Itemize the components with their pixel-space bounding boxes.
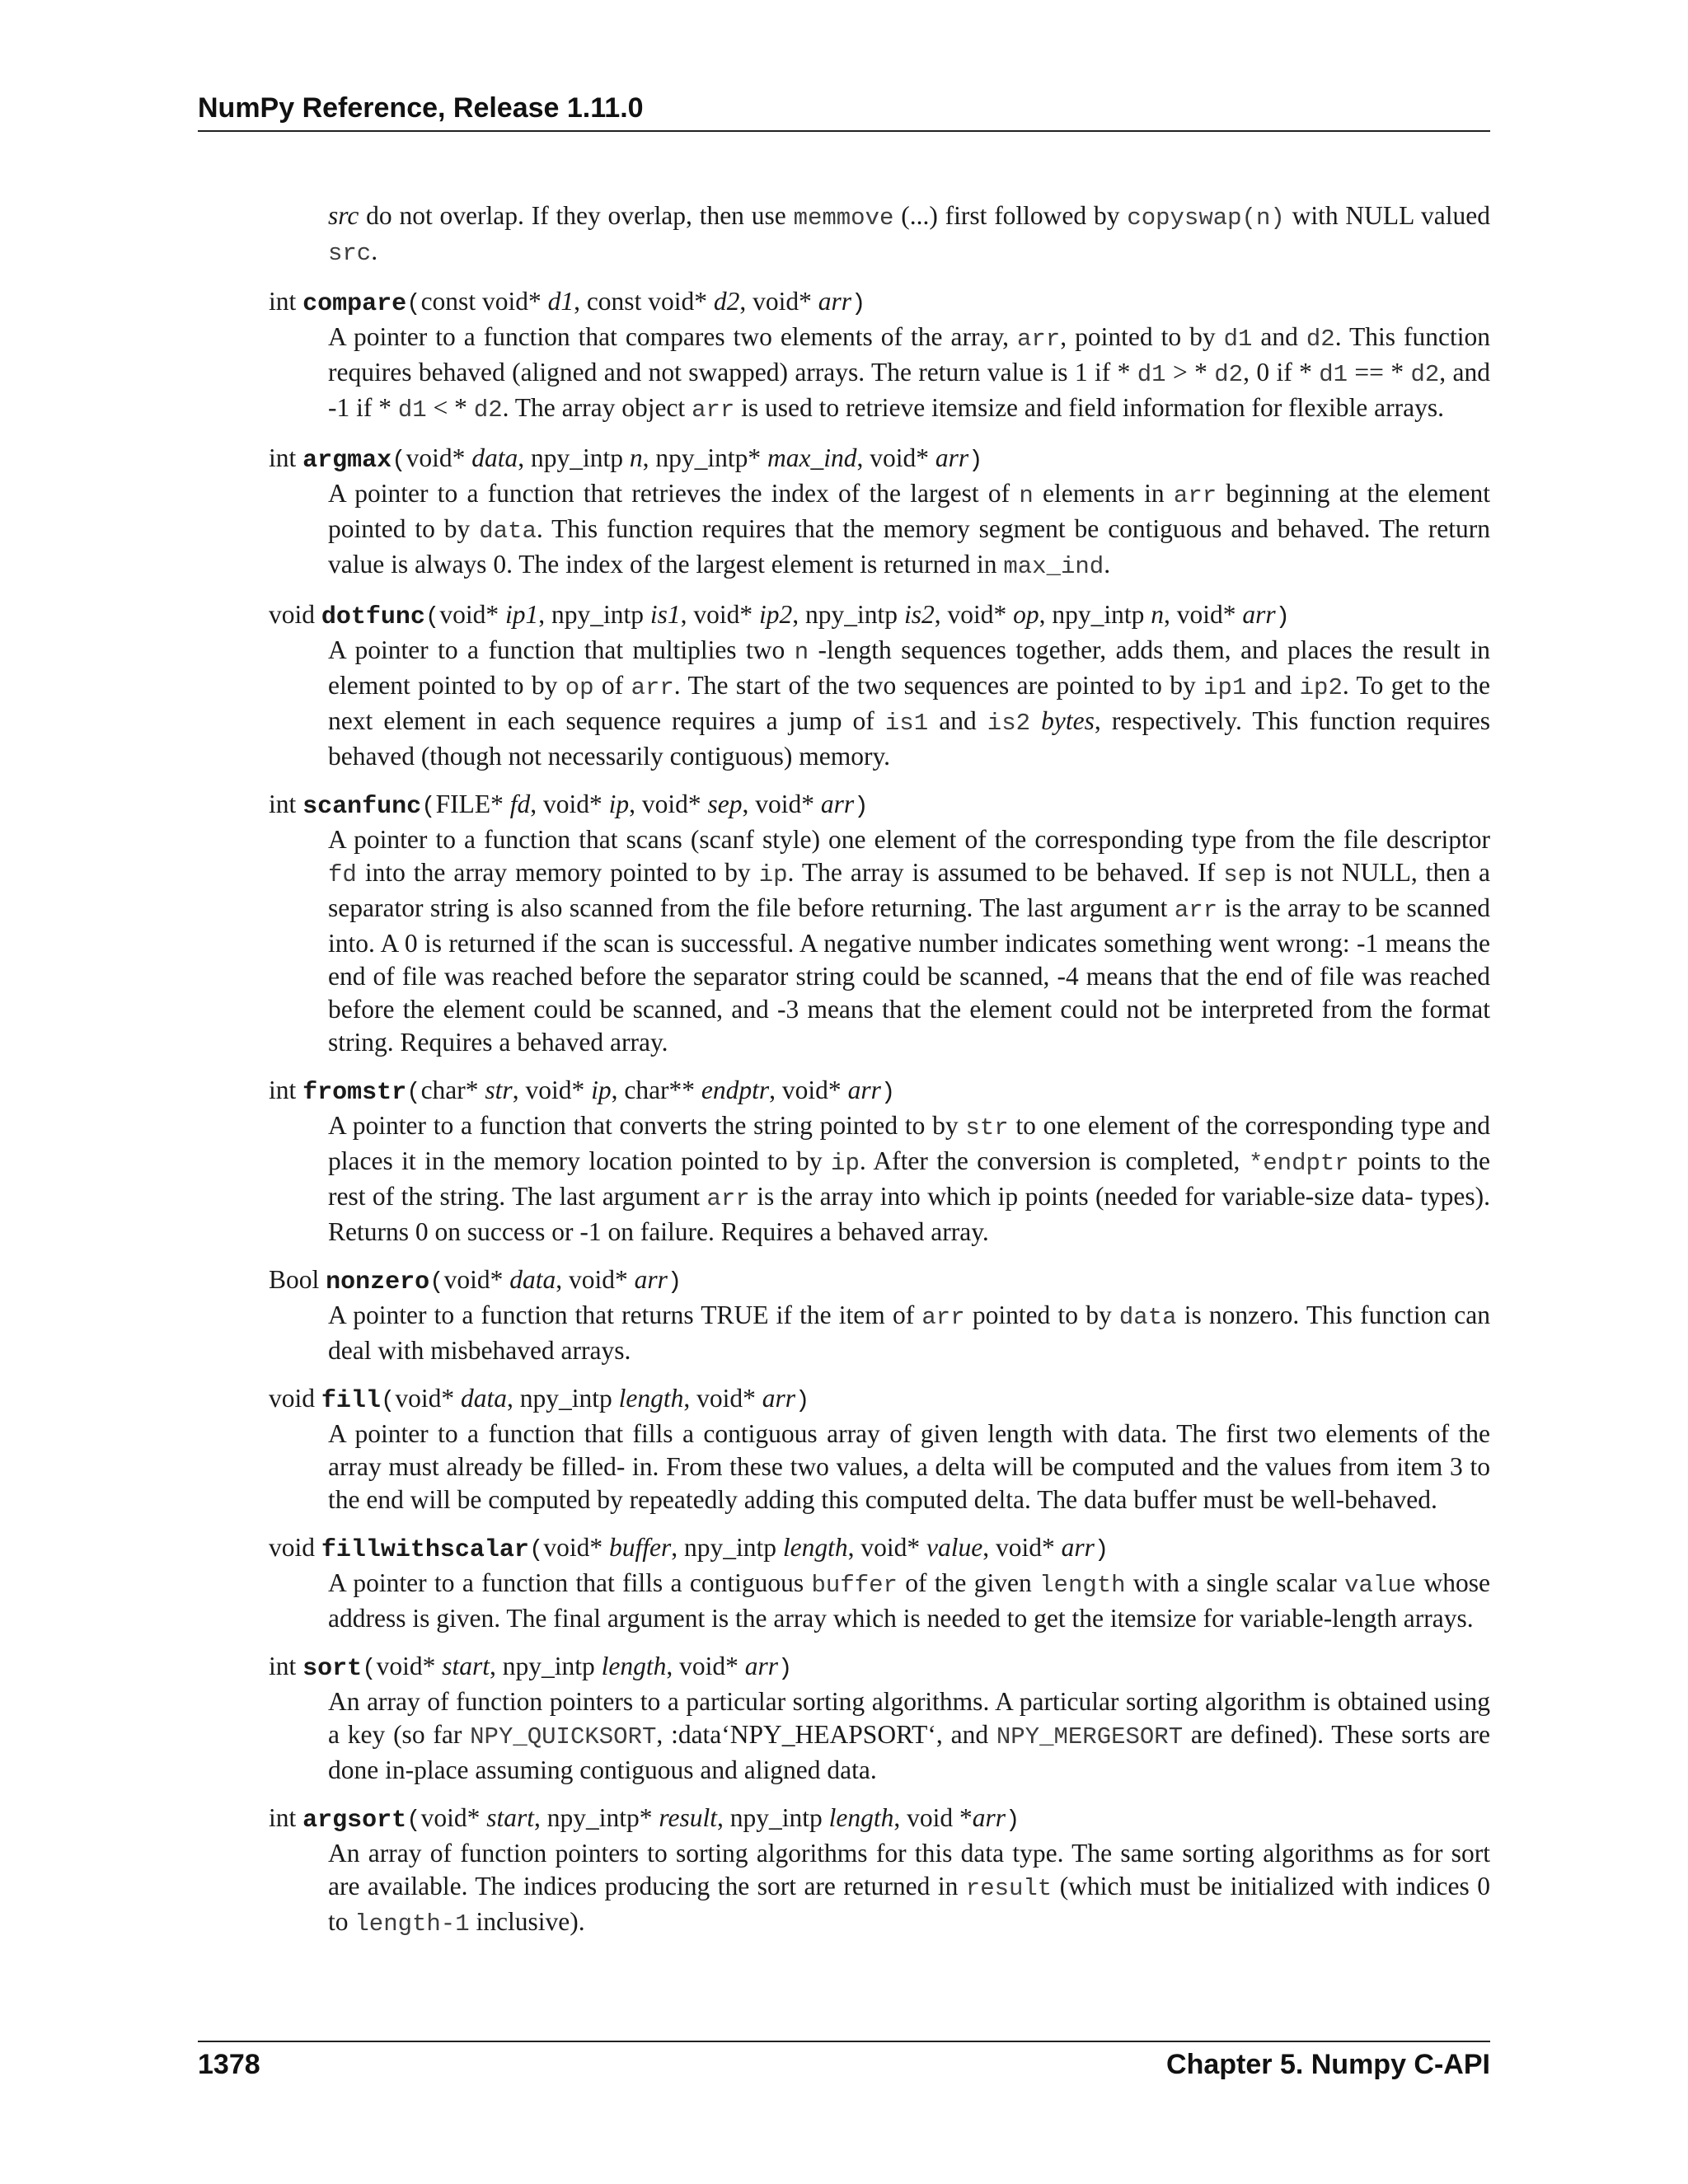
arg-type: void*	[420, 1803, 487, 1832]
page-header-title: NumPy Reference, Release 1.11.0	[198, 92, 644, 124]
function-entry-compare	[269, 285, 1490, 427]
return-type: int	[269, 1076, 303, 1104]
inline-code: max_ind	[1003, 553, 1104, 580]
arg-name: arr	[820, 790, 855, 818]
arg-type: void*	[755, 790, 821, 818]
arg-type: npy_intp	[551, 600, 650, 629]
function-name: nonzero	[326, 1268, 430, 1296]
function-description	[269, 321, 1490, 427]
inline-code: buffer	[811, 1572, 898, 1599]
function-signature	[269, 1382, 1490, 1418]
function-description	[269, 1299, 1490, 1367]
description-text: are defined). These sorts are done in-place assuming contiguous and aligned data.	[328, 1720, 1491, 1784]
description-text: is not NULL, then a separator string is also scanned from the file before returning. The last argument	[328, 858, 1490, 922]
description-text: < *	[426, 393, 474, 422]
arg-type: const void*	[420, 287, 548, 316]
function-entry-fill	[269, 1382, 1490, 1516]
description-text: , respectively. This function requires behaved (though not necessarily contiguous) memory.	[328, 706, 1490, 771]
arg-type: void*	[376, 1652, 443, 1680]
inline-code: arr	[1173, 482, 1217, 509]
arg-separator: ,	[530, 790, 543, 818]
arg-name: sep	[707, 790, 743, 818]
description-text: .	[1104, 550, 1111, 579]
arg-name: ip2	[759, 600, 793, 629]
arg-separator: ,	[629, 790, 642, 818]
description-text: of the given	[897, 1568, 1040, 1597]
inline-code: arr	[706, 1185, 750, 1212]
paren-open: (	[424, 603, 440, 630]
paren-open: (	[380, 1387, 396, 1414]
description-text: and	[1246, 671, 1300, 700]
inline-code: d2	[1214, 361, 1244, 388]
function-name: argsort	[302, 1807, 407, 1835]
arg-separator: ,	[512, 1076, 526, 1104]
function-entry-argmax	[269, 442, 1490, 583]
arg-separator: ,	[506, 1384, 520, 1413]
inline-code: ip2	[1299, 674, 1343, 701]
inline-code: ip	[758, 861, 788, 888]
description-text: A pointer to a function that multiplies two	[328, 635, 795, 664]
description-text: is nonzero. This function can deal with misbehaved arrays.	[328, 1301, 1490, 1365]
return-type: void	[269, 600, 321, 629]
arg-separator: ,	[1039, 600, 1053, 629]
description-text: > *	[1165, 358, 1215, 387]
arg-name: n	[1151, 600, 1164, 629]
inline-code: d2	[1306, 326, 1335, 353]
inline-code: d1	[1223, 326, 1253, 353]
arg-separator: ,	[574, 287, 587, 316]
arg-separator: ,	[534, 1803, 547, 1832]
paren-close: )	[968, 447, 983, 474]
function-description	[269, 1418, 1490, 1516]
inline-code: fd	[328, 861, 357, 888]
arg-type: npy_intp	[519, 1384, 619, 1413]
arg-name: arr	[744, 1652, 779, 1680]
description-text: , 0 if *	[1243, 358, 1320, 387]
inline-code: arr	[692, 396, 735, 424]
description-text: == *	[1348, 358, 1411, 387]
description-text: -length sequences together, adds them, and places the result in element pointed to by	[328, 635, 1490, 700]
function-name: fromstr	[302, 1079, 407, 1107]
inline-code: d1	[397, 396, 427, 424]
function-name: argmax	[302, 447, 392, 475]
arg-type: void*	[679, 1652, 745, 1680]
description-text: into the array memory pointed to by	[356, 858, 759, 887]
paren-open: (	[406, 1807, 421, 1834]
function-name: scanfunc	[302, 793, 422, 821]
arg-name: length	[782, 1533, 848, 1562]
description-text: is used to retrieve itemsize and field information for flexible arrays.	[734, 393, 1444, 422]
function-signature	[269, 1650, 1490, 1685]
inline-code: NPY_QUICKSORT	[470, 1723, 657, 1750]
return-type: int	[269, 1803, 303, 1832]
arg-type: void*	[641, 790, 708, 818]
intro-code: src	[328, 240, 372, 267]
arg-separator: ,	[792, 600, 806, 629]
function-entry-nonzero	[269, 1263, 1490, 1367]
arg-name: d2	[713, 287, 740, 316]
function-signature	[269, 1802, 1490, 1837]
return-type: void	[269, 1384, 321, 1413]
description-text: and	[928, 706, 987, 735]
paren-open: (	[421, 793, 436, 820]
arg-type: npy_intp	[729, 1803, 829, 1832]
paren-close: )	[880, 1079, 896, 1106]
function-entry-fromstr	[269, 1074, 1490, 1249]
description-text	[1030, 706, 1041, 735]
intro-text: do not overlap. If they overlap, then use	[359, 201, 794, 230]
arg-name: arr	[762, 1384, 796, 1413]
return-type: Bool	[269, 1265, 326, 1294]
description-text: , :data‘NPY_HEAPSORT‘, and	[656, 1720, 996, 1749]
function-entries	[269, 285, 1490, 1941]
arg-type: FILE*	[435, 790, 510, 818]
function-signature	[269, 598, 1490, 634]
arg-separator: ,	[538, 600, 551, 629]
arg-name: str	[485, 1076, 513, 1104]
paren-open: (	[528, 1536, 544, 1563]
arg-type: void*	[870, 443, 935, 472]
arg-name: arr	[847, 1076, 881, 1104]
arg-name: fd	[509, 790, 531, 818]
description-text: A pointer to a function that fills a contiguous	[328, 1568, 812, 1597]
function-name: fillwithscalar	[321, 1536, 529, 1564]
description-text: beginning at the element pointed to by	[328, 479, 1491, 543]
page-content	[269, 199, 1490, 1956]
description-text: is the array to be scanned into. A 0 is returned if the scan is successful. A negative number indicates something went wrong: -1 means the end of file was reached before the separator string could be scanned, -4 means that the end of file was reached before the element could be scanned, and -3 means that the element could not be interpreted from the format string. Requires a behaved array.	[328, 893, 1490, 1057]
arg-type: void*	[525, 1076, 592, 1104]
arg-separator: ,	[934, 600, 948, 629]
function-signature	[269, 285, 1490, 321]
arg-separator: ,	[680, 600, 694, 629]
function-description	[269, 477, 1490, 583]
inline-code: n	[1019, 482, 1034, 509]
arg-name: data	[471, 443, 518, 472]
description-text: points to the rest of the string. The last argument	[328, 1146, 1490, 1211]
function-entry-scanfunc	[269, 788, 1490, 1059]
arg-type: void*	[753, 287, 818, 316]
paren-open: (	[392, 447, 406, 474]
paren-close: )	[778, 1655, 793, 1682]
header-rule	[198, 130, 1490, 132]
arg-name: is2	[903, 600, 935, 629]
arg-name: ip	[608, 790, 630, 818]
arg-name: value	[926, 1533, 983, 1562]
arg-type: char*	[420, 1076, 485, 1104]
arg-type: void*	[860, 1533, 927, 1562]
description-text: with a single scalar	[1125, 1568, 1345, 1597]
arg-separator: ,	[769, 1076, 782, 1104]
intro-code: copyswap(n)	[1127, 204, 1285, 232]
function-description	[269, 1567, 1490, 1635]
description-text: , pointed to by	[1060, 322, 1224, 351]
arg-type: npy_intp	[1052, 600, 1151, 629]
description-text: . To get to the next element in each sequence requires a jump of	[328, 671, 1490, 735]
function-entry-fillwithscalar	[269, 1531, 1490, 1635]
inline-code: is2	[987, 710, 1031, 737]
description-text: and	[1252, 322, 1306, 351]
footer-rule	[198, 2041, 1490, 2042]
arg-separator: ,	[518, 443, 531, 472]
description-text: pointed to by	[964, 1301, 1119, 1329]
arg-name: arr	[1242, 600, 1276, 629]
description-text: . The array is assumed to be behaved. If	[787, 858, 1224, 887]
arg-name: length	[828, 1803, 894, 1832]
arg-type: npy_intp	[805, 600, 904, 629]
paren-close: )	[795, 1387, 810, 1414]
description-text: is the array into which ip points (needed for variable-size data- types). Returns 0 on success or -1 on failure. Requires a behaved array.	[328, 1182, 1490, 1246]
arg-type: void*	[947, 600, 1014, 629]
function-name: sort	[302, 1655, 363, 1683]
return-type: void	[269, 1533, 321, 1562]
intro-code: memmove	[793, 204, 894, 232]
arg-separator: ,	[642, 443, 656, 472]
intro-text: with NULL valued	[1284, 201, 1490, 230]
function-signature	[269, 788, 1490, 823]
arg-type: void*	[568, 1265, 635, 1294]
description-text: elements in	[1033, 479, 1174, 508]
arg-type: char**	[624, 1076, 701, 1104]
inline-code: ip	[831, 1150, 860, 1177]
inline-code: is1	[884, 710, 929, 737]
paren-close: )	[1275, 603, 1291, 630]
inline-code: result	[965, 1875, 1053, 1902]
paren-close: )	[1006, 1807, 1020, 1834]
arg-name: op	[1013, 600, 1039, 629]
arg-name: start	[442, 1652, 490, 1680]
arg-name: length	[601, 1652, 667, 1680]
inline-code: sep	[1223, 861, 1267, 888]
return-type: int	[269, 287, 303, 316]
paren-close: )	[1094, 1536, 1109, 1563]
arg-name: start	[486, 1803, 534, 1832]
paren-open: (	[429, 1268, 444, 1296]
inline-code: value	[1344, 1572, 1417, 1599]
arg-type: const void*	[586, 287, 714, 316]
inline-code: NPY_MERGESORT	[996, 1723, 1184, 1750]
arg-type: void*	[542, 790, 609, 818]
paren-close: )	[667, 1268, 682, 1296]
function-description	[269, 634, 1490, 773]
arg-type: void*	[995, 1533, 1062, 1562]
arg-separator: ,	[742, 790, 756, 818]
function-signature	[269, 1074, 1490, 1109]
description-text: A pointer to a function that retrieves the index of the largest of	[328, 479, 1020, 508]
paren-close: )	[854, 793, 869, 820]
arg-name: data	[460, 1384, 507, 1413]
inline-code: d1	[1319, 361, 1348, 388]
inline-code: n	[794, 639, 809, 666]
emphasis-text: bytes	[1041, 706, 1095, 735]
arg-name: arr	[634, 1265, 668, 1294]
inline-code: length	[1039, 1572, 1126, 1599]
inline-code: d1	[1137, 361, 1166, 388]
inline-code: op	[565, 674, 594, 701]
arg-separator: ,	[666, 1652, 680, 1680]
description-text: to one element of the corresponding type and places it in the memory location pointed to by	[328, 1111, 1490, 1175]
arg-separator: ,	[556, 1265, 569, 1294]
arg-name: ip1	[504, 600, 539, 629]
arg-type: void*	[781, 1076, 848, 1104]
intro-paragraph	[269, 199, 1490, 270]
arg-type: npy_intp	[530, 443, 630, 472]
arg-separator: ,	[739, 287, 753, 316]
function-signature	[269, 1263, 1490, 1299]
arg-name: d1	[547, 287, 574, 316]
page-number: 1378	[198, 2049, 260, 2080]
arg-name: buffer	[608, 1533, 672, 1562]
arg-type: void*	[693, 600, 760, 629]
paren-open: (	[406, 290, 421, 317]
description-text: (which must be initialized with indices 0 to	[328, 1872, 1490, 1936]
description-text: . The start of the two sequences are pointed to by	[673, 671, 1204, 700]
arg-name: n	[629, 443, 643, 472]
arg-type: void*	[543, 1533, 609, 1562]
arg-type: void*	[439, 600, 505, 629]
arg-separator: ,	[982, 1533, 996, 1562]
return-type: int	[269, 443, 303, 472]
inline-code: d2	[1410, 361, 1440, 388]
arg-separator: ,	[856, 443, 870, 472]
chapter-title: Chapter 5. Numpy C-API	[1166, 2049, 1490, 2080]
description-text: . This function requires behaved (aligned and not swapped) arrays. The return value is 1 if *	[328, 322, 1490, 387]
arg-separator: ,	[489, 1652, 503, 1680]
arg-name: arr	[1061, 1533, 1095, 1562]
paren-close: )	[851, 290, 866, 317]
description-text: , and -1 if *	[328, 358, 1491, 422]
arg-type: void*	[395, 1384, 461, 1413]
arg-separator: ,	[671, 1533, 684, 1562]
description-text: . The array object	[502, 393, 692, 422]
function-description	[269, 1109, 1490, 1249]
paren-open: (	[362, 1655, 377, 1682]
return-type: int	[269, 790, 303, 818]
inline-code: data	[1118, 1304, 1177, 1331]
arg-type: void *	[907, 1803, 973, 1832]
inline-code: arr	[631, 674, 674, 701]
description-text: An array of function pointers to a particular sorting algorithms. A particular sorting algorithm is obtained using a key (so far	[328, 1687, 1490, 1749]
function-name: dotfunc	[321, 603, 425, 631]
arg-type: void*	[443, 1265, 510, 1294]
arg-type: npy_intp*	[546, 1803, 659, 1832]
function-entry-sort	[269, 1650, 1490, 1787]
arg-name: arr	[972, 1803, 1006, 1832]
arg-name: ip	[591, 1076, 612, 1104]
description-text: A pointer to a function that fills a contiguous array of given length with data. The first two elements of the array must already be filled- in. From these two values, a delta will be computed and the values from item 3 to the end will be computed by repeatedly adding this computed delta. The data buffer must be well-behaved.	[328, 1419, 1490, 1514]
inline-code: *endptr	[1248, 1150, 1349, 1177]
function-signature	[269, 442, 1490, 477]
function-entry-dotfunc	[269, 598, 1490, 773]
function-description	[269, 823, 1490, 1059]
intro-text: src	[328, 201, 359, 230]
description-text: A pointer to a function that scans (scanf style) one element of the corresponding type from the file descriptor	[328, 825, 1490, 854]
arg-separator: ,	[847, 1533, 861, 1562]
description-text: A pointer to a function that compares two elements of the array,	[328, 322, 1018, 351]
function-entry-argsort	[269, 1802, 1490, 1941]
function-name: compare	[302, 290, 407, 318]
return-type: int	[269, 1652, 303, 1680]
arg-name: data	[509, 1265, 556, 1294]
arg-name: arr	[935, 443, 969, 472]
inline-code: arr	[1174, 897, 1218, 924]
description-text: . This function requires that the memory segment be contiguous and behaved. The return value is always 0. The index of the largest element is returned in	[328, 514, 1490, 579]
arg-type: void*	[696, 1384, 762, 1413]
intro-text: (...) first followed by	[893, 201, 1128, 230]
intro-text: .	[371, 237, 378, 265]
arg-type: void*	[406, 443, 472, 472]
arg-name: max_ind	[767, 443, 857, 472]
function-description	[269, 1685, 1490, 1787]
function-signature	[269, 1531, 1490, 1567]
arg-name: length	[618, 1384, 684, 1413]
arg-name: result	[659, 1803, 717, 1832]
arg-separator: ,	[611, 1076, 625, 1104]
inline-code: arr	[921, 1304, 965, 1331]
arg-separator: ,	[1163, 600, 1177, 629]
description-text: . After the conversion is completed,	[859, 1146, 1249, 1175]
arg-type: void*	[1176, 600, 1243, 629]
arg-separator: ,	[716, 1803, 730, 1832]
function-description	[269, 1837, 1490, 1941]
arg-separator: ,	[893, 1803, 907, 1832]
description-text: A pointer to a function that converts the string pointed to by	[328, 1111, 966, 1140]
inline-code: data	[479, 518, 537, 545]
arg-name: arr	[818, 287, 851, 316]
inline-code: arr	[1017, 326, 1061, 353]
arg-type: npy_intp	[502, 1652, 602, 1680]
paren-open: (	[406, 1079, 421, 1106]
arg-separator: ,	[683, 1384, 697, 1413]
description-text: inclusive).	[469, 1907, 585, 1936]
description-text: An array of function pointers to sorting algorithms for this data type. The same sorting algorithms as for sort are available. The indices producing the sort are returned in	[328, 1839, 1490, 1900]
description-text: whose address is given. The final argument is the array which is needed to get the itemsize for variable-length arrays.	[328, 1568, 1490, 1633]
inline-code: str	[965, 1114, 1009, 1141]
inline-code: length-1	[354, 1910, 470, 1938]
description-text: of	[593, 671, 631, 700]
inline-code: d2	[473, 396, 503, 424]
arg-name: endptr	[701, 1076, 770, 1104]
arg-type: npy_intp	[683, 1533, 783, 1562]
arg-type: npy_intp*	[655, 443, 768, 472]
function-name: fill	[321, 1387, 381, 1415]
arg-name: is1	[649, 600, 681, 629]
inline-code: ip1	[1203, 674, 1247, 701]
description-text: A pointer to a function that returns TRUE if the item of	[328, 1301, 922, 1329]
